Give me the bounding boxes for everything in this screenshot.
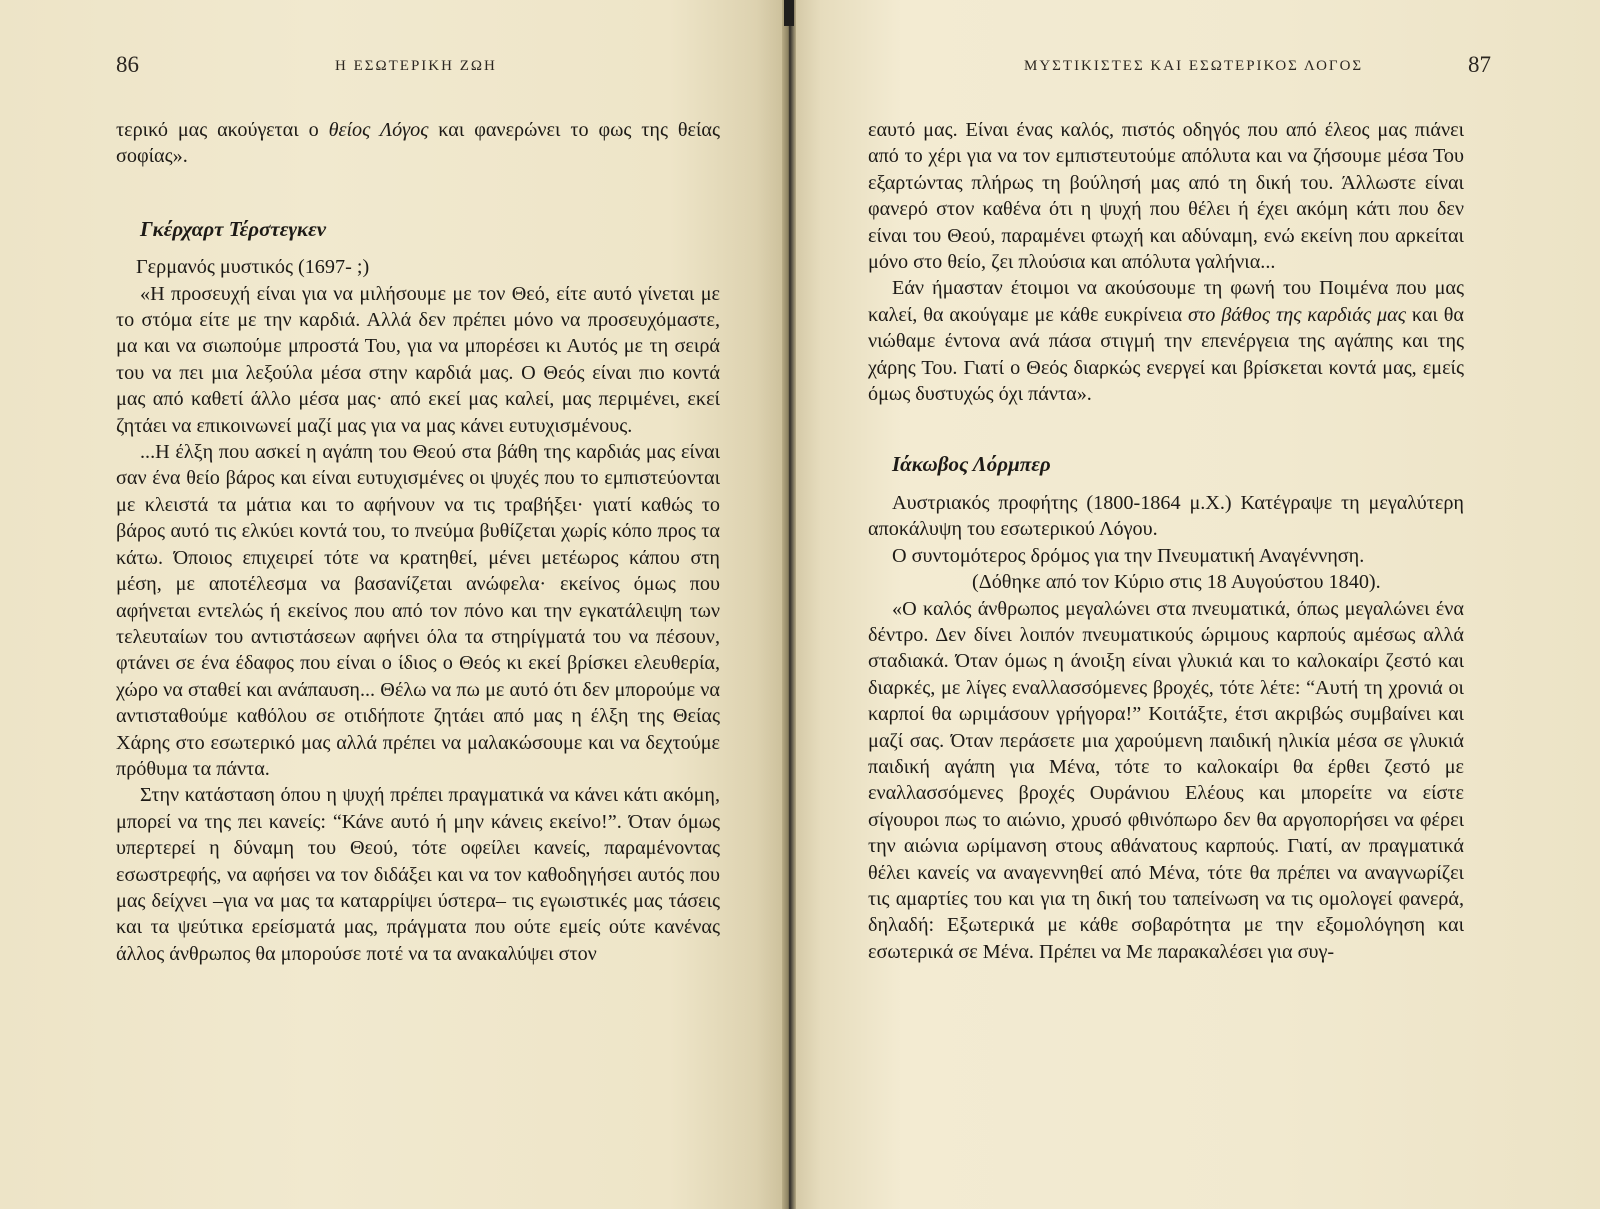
subtitle: Γερμανός μυστικός (1697- ;) [136,256,370,279]
left-page [0,0,788,1209]
spine-shadow [784,0,794,26]
paragraph: «Ο καλός άνθρωπος μεγαλώνει στα πνευματικά, όπως μεγαλώνει ένα δέντρο. Δεν δίνει λοιπόν πνευματικούς ώριμους καρπούς αμέσως αλλά σταδιακά. Όταν όμως η άνοιξη είναι γλυκιά και το καλοκαίρι ζεστό και διαρκές, με λίγες εναλλασσόμενες βροχές, τότε λέτε: “Αυτή τη χρονιά οι καρποί θα ωριμάσουν γρήγορα!” Κοιτάξτε, έτσι ακριβώς συμβαίνει και μαζί σας. Όταν περάσετε μια χαρούμενη παιδική ηλικία μέσα σε γλυκιά παιδική αγάπη για Μένα, τότε το καλοκαίρι θα έρθει ζεστό με εναλλασσόμενες βροχές Ουράνιου Ελέους και μπορείτε να είστε σίγουροι πως το αιώνιο, χρυσό φθινόπωρο δεν θα αργοπορήσει να φέρει την αιώνια ωρίμανση στους αθάνατους καρπούς. Γιατί, αν πραγματικά θέλει κανείς να αναγεννηθεί από Μένα, τότε θα πρέπει να αναγνωρίζει τις αμαρτίες του και για τη δική του ταπείνωση να τις ομολογεί φανερά, δηλαδή: Εξωτερικά με κάθε σοβαρότητα με την εξομολόγηση και εσωτερικά σε Μένα. Πρέπει να Με παρακαλέσει για συγ- [868,597,1464,963]
page-number: 86 [116,52,139,77]
paragraph: «Η προσευχή είναι για να μιλήσουμε με τον Θεό, είτε αυτό γίνεται με το στόμα είτε με την καρδιά. Αλλά δεν πρέπει μόνο να προσευχόμαστε, μα και να σιωπούμε μπροστά Του, για να μπορέσει κι Αυτός με τη σειρά του να πει μια λεξούλα μέσα στην καρδιά μας. Ο Θεός είναι πιο κοντά μας από καθετί άλλο μέσα μας· από εκεί μας καλεί, μας περιμένει, εκεί ζητάει να επικοινωνεί μαζί μας για να μας κάνει ευτυχισμένους. [116,282,720,437]
right-page-body [868,117,1464,965]
right-page [788,0,1600,1209]
section-heading: Ιάκωβος Λόρμπερ [892,452,1051,477]
paragraph: Στην κατάσταση όπου η ψυχή πρέπει πραγματικά να κάνει κάτι ακόμη, μπορεί να της πει κανείς: “Κάνε αυτό ή μην κάνεις εκείνο!”. Όταν όμως υπερτερεί η δύναμη του Θεού, τότε οφείλει κανείς, παραμένοντας εσωστρεφής, να αφήσει να τον διδάξει και να τον καθοδηγήσει αυτός που μας δείχνει –για να μας τα καταρρίψει ύστερα– τις εγωιστικές μας τάσεις και τα ψεύτικα ερείσματά μας, πράγματα που ούτε εμείς ούτε κανένας άλλος άνθρωπος θα μπορούσε ποτέ να τα ανακαλύψει στον [116,784,720,965]
left-page-body [116,117,720,967]
work-title: Ο συντομότερος δρόμος για την Πνευματική Αναγέννηση. [892,544,1365,567]
intro-paragraph: τερικό μας ακούγεται ο θείος Λόγος και φανερώνει το φως της θείας σοφίας». [116,119,720,168]
page-number: 87 [1468,52,1491,77]
book-spine [782,0,796,1209]
paragraph: ...Η έλξη που ασκεί η αγάπη του Θεού στα βάθη της καρδιάς μας είναι σαν ένα θείο βάρος και είναι ευτυχισμένες οι ψυχές που το εμπιστεύονται με κλειστά τα μάτια και το αφήνουν να τις τραβήξει· γιατί καθώς το βάρος αυτό τις ελκύει κοντά του, το πνεύμα βυθίζεται χωρίς κόπο προς τα κάτω. Όποιος επιχειρεί τότε να κρατηθεί, μένει μετέωρος κάπου στη μέση, με αποτέλεσμα να βασανίζεται ανώφελα· εκείνος όμως που αφήνεται εντελώς ή εκείνος που από τον πόνο και την εγκατάλειψη των τελευταίων του αντιστάσεων αφήνει όλα τα στηρίγματά του να πέσουν, φτάνει σε ένα έδαφος που είναι ο ίδιος ο Θεός κι εκεί βρίσκει ελευθερία, χώρο να σταθεί και ανάπαυση... Θέλω να πω με αυτό ότι δεν μπορούμε να αντισταθούμε καθόλου σε οτιδήποτε ζητάει από μας η έλξη της Θείας Χάρης στο εσωτερικό μας αλλά πρέπει να μαλακώσουμε και να δεχτούμε πρόθυμα τα πάντα. [116,441,720,780]
running-head: ΜΥΣΤΙΚΙΣΤΕΣ ΚΑΙ ΕΣΩΤΕΡΙΚΟΣ ΛΟΓΟΣ [1024,58,1364,74]
subtitle: Αυστριακός προφήτης (1800-1864 μ.Χ.) Κατέγραψε τη μεγαλύτερη αποκάλυψη του εσωτερικού Λόγου. [868,491,1464,541]
section-heading: Γκέρχαρτ Τέρστεγκεν [140,216,327,241]
paragraph: Εάν ήμασταν έτοιμοι να ακούσουμε τη φωνή του Ποιμένα που μας καλεί, θα ακούγαμε με κάθε ευκρίνεια στο βάθος της καρδιάς μας και θα νιώθαμε έντονα ανά πάσα στιγμή την επενέργεια της αγάπης και της χάρης Του. Γιατί ο Θεός διαρκώς ενεργεί και βρίσκεται κοντά μας, εμείς όμως δυστυχώς όχι πάντα». [868,277,1464,406]
paragraph: εαυτό μας. Είναι ένας καλός, πιστός οδηγός που από έλεος μας πιάνει από το χέρι για να τον εμπιστευτούμε απόλυτα και να ζήσουμε μέσα Του εξαρτώντας πλήρως τη βούλησή μας από τη δική του. Άλλωστε είναι φανερό στον καθένα ότι η ψυχή που θέλει ή έχει ακόμη κάτι που δεν είναι του Θεού, παραμένει φτωχή και αδύναμη, ενώ εκείνη που αρκείται μόνο στο θείο, ζει πλούσια και απόλυτα γαλήνια... [868,119,1464,274]
work-date: (Δόθηκε από τον Κύριο στις 18 Αυγούστου 1840). [972,571,1381,594]
running-head: Η ΕΣΩΤΕΡΙΚΗ ΖΩΗ [335,58,497,74]
